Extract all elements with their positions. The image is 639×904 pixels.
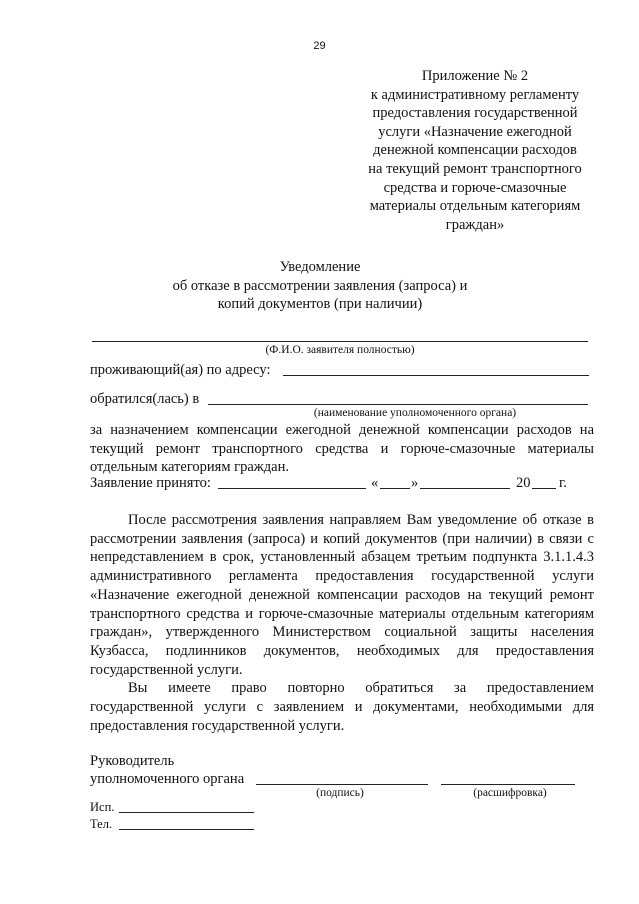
day-field-line[interactable]	[380, 488, 410, 489]
address-label: проживающий(ая) по адресу:	[90, 362, 271, 378]
notice-body	[90, 511, 594, 735]
fio-field-line[interactable]	[92, 341, 588, 342]
appendix-line: граждан»	[445, 216, 505, 233]
decode-caption: (расшифровка)	[473, 787, 547, 799]
year-suffix: г.	[559, 475, 567, 491]
signature-head-line2: уполномоченного органа	[90, 771, 245, 787]
purpose-text: за назначением компенсации ежегодной денежной компенсации расходов на текущий ремонт транспортного средства и горюче-смазочные материалы отдельным категориям граждан.	[90, 422, 594, 476]
purpose-paragraph	[90, 421, 594, 477]
title-subheading: копий документов (при наличии)	[217, 296, 423, 312]
phone-field-line[interactable]	[119, 829, 254, 830]
signature-head-line1: Руководитель	[90, 753, 175, 769]
organ-field-line[interactable]	[208, 404, 588, 405]
year-prefix: 20	[516, 475, 531, 491]
applied-label: обратился(лась) в	[90, 391, 200, 407]
fio-caption: (Ф.И.О. заявителя полностью)	[265, 344, 415, 356]
executor-field-line[interactable]	[119, 812, 254, 813]
signature-caption: (подпись)	[316, 787, 364, 799]
day-quote-close: »	[411, 475, 419, 491]
appendix-line: средства и горюче-смазочные	[383, 179, 567, 196]
accepted-label: Заявление принято:	[90, 475, 211, 491]
appendix-line: денежной компенсации расходов	[373, 142, 577, 159]
page-number: 29	[313, 40, 326, 52]
day-quote-open: «	[371, 475, 379, 491]
appendix-line: предоставления государственной	[372, 105, 578, 122]
appendix-line: к административному регламенту	[370, 86, 580, 103]
year-field-line[interactable]	[532, 488, 556, 489]
address-field-line[interactable]	[283, 375, 589, 376]
decode-field-line[interactable]	[441, 784, 575, 785]
appendix-line: услуги «Назначение ежегодной	[378, 123, 572, 140]
title-subheading: об отказе в рассмотрении заявления (запроса) и	[172, 277, 468, 294]
accepted-field-line[interactable]	[218, 488, 366, 489]
month-field-line[interactable]	[420, 488, 510, 489]
executor-label: Исп.	[90, 800, 115, 814]
organ-caption: (наименование уполномоченного органа)	[313, 407, 517, 419]
body-paragraph: После рассмотрения заявления направляем Вам уведомление об отказе в рассмотрении заявления (запроса) и копий документов (при наличии) в связи с непредставлением в срок, установленный абзацем третьим подпункта 3.1.1.4.3 административного регламента предоставления государственной услуги «Назначение ежегодной денежной компенсации расходов на текущий ремонт транспортного средства и горюче-смазочные материалы отдельным категориям граждан», утвержденного Министерством социальной защиты населения Кузбасса, подлинников документов, необходимых для предоставления государственной услуги.	[90, 512, 594, 678]
document-title	[120, 258, 520, 314]
body-paragraph: Вы имеете право повторно обратиться за предоставлением государственной услуги с заявлением и документами, необходимыми для предоставления государственной услуги.	[90, 680, 594, 734]
phone-label: Тел.	[90, 817, 113, 831]
appendix-line: материалы отдельным категориям	[369, 198, 581, 215]
appendix-line: на текущий ремонт транспортного	[368, 160, 582, 177]
signature-field-line[interactable]	[256, 784, 428, 785]
title-heading: Уведомление	[279, 259, 361, 275]
appendix-line: Приложение № 2	[421, 68, 529, 84]
appendix-header	[350, 67, 600, 234]
